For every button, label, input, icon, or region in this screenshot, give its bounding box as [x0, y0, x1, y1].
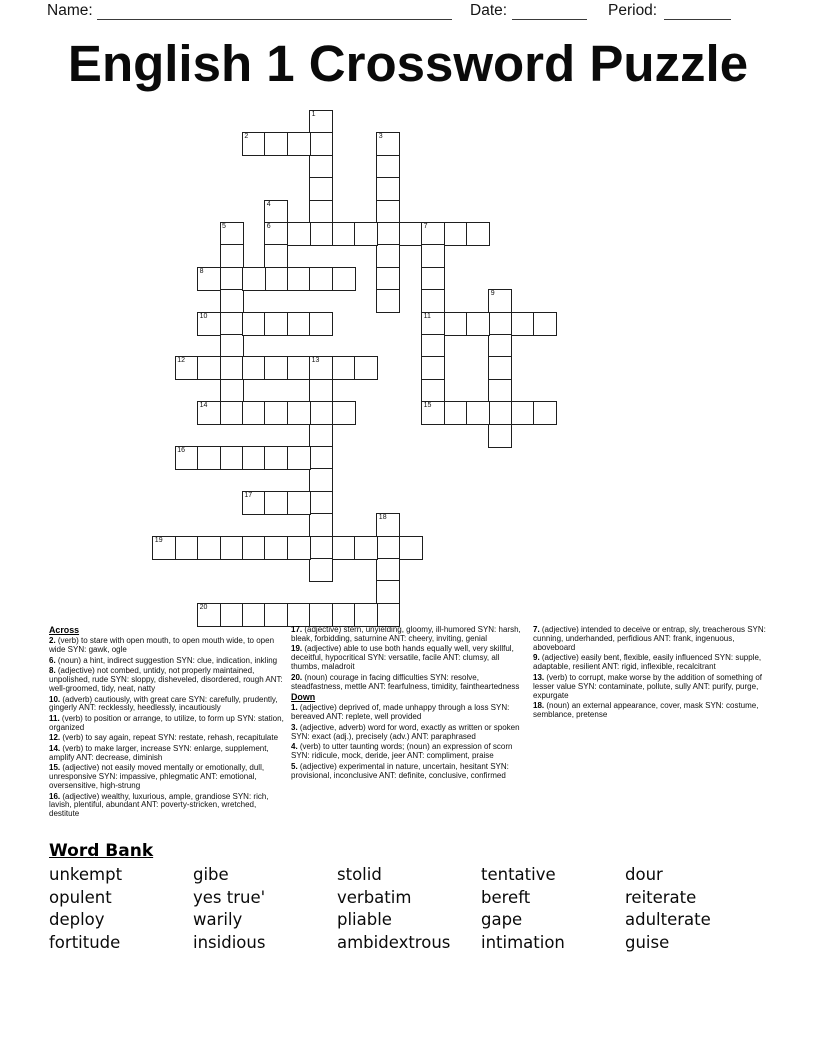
- grid-cell[interactable]: [511, 312, 535, 336]
- word-bank-word: deploy: [49, 910, 105, 930]
- cell-number: 15: [423, 402, 432, 410]
- grid-cell[interactable]: [220, 334, 244, 358]
- grid-cell[interactable]: [466, 222, 490, 246]
- grid-cell[interactable]: [197, 446, 221, 470]
- grid-cell[interactable]: [287, 267, 311, 291]
- grid-cell-13[interactable]: [309, 356, 333, 380]
- grid-cell[interactable]: [376, 289, 400, 313]
- grid-cell[interactable]: [421, 379, 445, 403]
- clue-across-12: 12. (verb) to say again, repeat SYN: restate, rehash, recapitulate: [49, 733, 279, 743]
- grid-cell[interactable]: [242, 356, 266, 380]
- grid-cell-3[interactable]: [376, 132, 400, 156]
- word-bank-word: reiterate: [625, 887, 697, 907]
- grid-cell[interactable]: [309, 536, 333, 560]
- grid-cell-17[interactable]: [242, 491, 266, 515]
- grid-cell[interactable]: [264, 536, 288, 560]
- grid-cell[interactable]: [376, 200, 400, 224]
- clue-down-18: 18. (noun) an external appearance, cover, mask SYN: costume, semblance, pretense: [533, 701, 759, 719]
- word-bank-word: tentative: [481, 865, 556, 884]
- word-bank-title: Word Bank: [49, 841, 154, 861]
- clue-across-2: 2. (verb) to stare with open mouth, to open mouth wide, to open wide SYN: gawk, ogle: [49, 636, 275, 655]
- clue-across-8: 8. (adjective) not combed, untidy, not properly maintained, unpolished, rude SYN: sloppy, disheveled, disordered, rough ANT: well-groomed, tidy, neat, natty: [49, 666, 283, 694]
- grid-cell[interactable]: [354, 356, 378, 380]
- grid-cell[interactable]: [488, 356, 512, 380]
- grid-cell-8[interactable]: [197, 267, 221, 291]
- cell-number: 2: [244, 133, 249, 141]
- grid-cell[interactable]: [309, 401, 333, 425]
- grid-cell-20[interactable]: [197, 603, 221, 627]
- grid-cell[interactable]: [242, 312, 266, 336]
- grid-cell[interactable]: [332, 222, 356, 246]
- grid-cell[interactable]: [242, 603, 266, 627]
- cell-number: 19: [154, 536, 163, 544]
- cell-number: 3: [378, 133, 383, 141]
- grid-cell-12[interactable]: [175, 356, 199, 380]
- clue-down-3: 3. (adjective, adverb) word for word, exactly as written or spoken SYN: exact (adj.), precisely (adv.) ANT: paraphrased: [291, 722, 520, 741]
- clue-column-1: [49, 626, 286, 821]
- clue-number: 17.: [291, 625, 303, 634]
- cell-number: 9: [490, 290, 495, 298]
- grid-cell[interactable]: [466, 312, 490, 336]
- cell-number: 17: [244, 491, 253, 499]
- clue-across-11: 11. (verb) to position or arrange, to utilize, to form up SYN: station, organized: [49, 713, 284, 732]
- grid-cell[interactable]: [309, 267, 333, 291]
- grid-cell[interactable]: [421, 267, 445, 291]
- grid-cell[interactable]: [220, 312, 244, 336]
- word-bank-word: opulent: [49, 887, 112, 907]
- grid-cell[interactable]: [287, 446, 311, 470]
- grid-cell[interactable]: [332, 356, 356, 380]
- grid-cell-16[interactable]: [175, 446, 199, 470]
- grid-cell[interactable]: [309, 558, 333, 582]
- down-header: Down: [291, 692, 316, 703]
- grid-cell-14[interactable]: [197, 401, 221, 425]
- clue-number: 14.: [49, 743, 61, 753]
- grid-cell[interactable]: [332, 536, 356, 560]
- grid-cell[interactable]: [220, 379, 244, 403]
- cell-number: 20: [199, 603, 208, 611]
- grid-cell[interactable]: [220, 603, 244, 627]
- grid-cell[interactable]: [332, 401, 356, 425]
- grid-cell-15[interactable]: [421, 401, 445, 425]
- grid-cell[interactable]: [444, 222, 468, 246]
- clue-down-13: 13. (verb) to corrupt, make worse by the addition of something of lesser value SYN: contaminate, pollute, sully ANT: purify, purge, expurgate: [533, 672, 763, 700]
- grid-cell[interactable]: [220, 289, 244, 313]
- clue-number: 19.: [291, 644, 303, 654]
- grid-cell[interactable]: [376, 580, 400, 604]
- grid-cell[interactable]: [376, 244, 400, 268]
- grid-cell[interactable]: [264, 603, 288, 627]
- cell-number: 7: [423, 223, 428, 230]
- word-bank-word: pliable: [337, 910, 392, 930]
- clue-down-9: 9. (adjective) easily bent, flexible, easily influenced SYN: supple, adaptable, resilient ANT: rigid, inflexible, recalcitrant: [533, 653, 762, 672]
- page-title: English 1 Crossword Puzzle: [67, 35, 749, 92]
- clue-number: 12.: [49, 733, 61, 743]
- grid-cell[interactable]: [376, 603, 400, 627]
- grid-cell-18[interactable]: [376, 513, 400, 537]
- period-label: Period:: [608, 2, 658, 19]
- grid-cell-6[interactable]: [264, 222, 288, 246]
- grid-cell[interactable]: [309, 132, 333, 156]
- grid-cell[interactable]: [376, 536, 400, 560]
- word-bank-word: gibe: [193, 865, 229, 884]
- grid-cell[interactable]: [332, 267, 356, 291]
- grid-cell[interactable]: [220, 267, 244, 291]
- grid-cell[interactable]: [242, 401, 266, 425]
- clue-number: 3.: [291, 722, 298, 732]
- grid-cell[interactable]: [287, 312, 311, 336]
- clue-number: 6.: [49, 655, 56, 665]
- grid-cell[interactable]: [488, 379, 512, 403]
- grid-cell-1[interactable]: [309, 110, 333, 134]
- word-bank-word: warily: [193, 910, 243, 930]
- cell-number: 14: [199, 402, 208, 410]
- clue-across-17: 17. (adjective) stern, unyielding, gloomy, ill-humored SYN: harsh, bleak, forbidding, saturnine ANT: cheery, inviting, genial: [291, 625, 521, 643]
- clue-down-1: 1. (adjective) deprived of, made unhappy through a loss SYN: bereaved ANT: replete, well provided: [291, 703, 510, 722]
- grid-cell[interactable]: [287, 536, 311, 560]
- grid-cell[interactable]: [309, 200, 333, 224]
- grid-cell[interactable]: [444, 401, 468, 425]
- grid-cell[interactable]: [309, 379, 333, 403]
- grid-cell[interactable]: [309, 222, 333, 246]
- clue-number: 15.: [49, 763, 61, 773]
- grid-cell[interactable]: [287, 356, 311, 380]
- cell-number: 1: [311, 111, 316, 118]
- word-bank-word: fortitude: [49, 932, 121, 952]
- word-bank-word: adulterate: [625, 910, 711, 930]
- clue-across-19: 19. (adjective) able to use both hands equally well, very skillful, deceitful, hypocritical SYN: versatile, facile ANT: clumsy, all thumbs, maladroit: [291, 644, 514, 672]
- clue-number: 11.: [49, 713, 60, 723]
- grid-cell[interactable]: [264, 446, 288, 470]
- grid-cell[interactable]: [511, 401, 535, 425]
- grid-cell[interactable]: [309, 177, 333, 201]
- grid-cell[interactable]: [533, 401, 557, 425]
- clue-number: 13.: [533, 672, 545, 682]
- grid-cell[interactable]: [309, 491, 333, 515]
- cell-number: 5: [222, 223, 226, 230]
- grid-cell[interactable]: [287, 603, 311, 627]
- word-bank-word: bereft: [481, 887, 531, 907]
- grid-cell[interactable]: [242, 446, 266, 470]
- grid-cell[interactable]: [264, 132, 288, 156]
- grid-cell[interactable]: [264, 491, 288, 515]
- grid-cell[interactable]: [376, 558, 400, 582]
- cell-number: 8: [199, 267, 204, 275]
- word-bank-word: dour: [625, 865, 663, 884]
- clue-number: 4.: [291, 742, 298, 752]
- grid-cell[interactable]: [488, 312, 512, 336]
- grid-cell[interactable]: [264, 401, 288, 425]
- cell-number: 12: [177, 357, 185, 365]
- clue-number: 2.: [49, 636, 56, 646]
- clue-number: 16.: [49, 791, 61, 801]
- clue-column-2: [291, 626, 528, 782]
- grid-cell[interactable]: [376, 155, 400, 179]
- word-bank-word: stolid: [337, 865, 382, 884]
- word-bank-word: guise: [625, 932, 670, 952]
- grid-cell[interactable]: [220, 536, 244, 560]
- grid-cell[interactable]: [421, 356, 445, 380]
- clue-across-15: 15. (adjective) not easily moved mentally or emotionally, dull, unresponsive SYN: impassive, phlegmatic ANT: emotional, oversensitive, high-strung: [49, 763, 265, 791]
- grid-cell[interactable]: [264, 267, 288, 291]
- grid-cell[interactable]: [332, 603, 356, 627]
- grid-cell[interactable]: [466, 401, 490, 425]
- word-bank-word: ambidextrous: [337, 932, 451, 952]
- grid-cell[interactable]: [220, 446, 244, 470]
- grid-cell-11[interactable]: [421, 312, 445, 336]
- cell-number: 4: [266, 200, 271, 208]
- grid-cell[interactable]: [287, 222, 311, 246]
- word-bank-word: unkempt: [49, 865, 123, 884]
- clue-column-3: [533, 626, 770, 721]
- name-label: Name:: [47, 2, 93, 19]
- grid-cell[interactable]: [220, 356, 244, 380]
- grid-cell[interactable]: [421, 334, 445, 358]
- cell-number: 18: [378, 514, 387, 522]
- grid-cell[interactable]: [488, 334, 512, 358]
- grid-cell[interactable]: [220, 401, 244, 425]
- grid-cell[interactable]: [197, 356, 221, 380]
- grid-cell[interactable]: [309, 424, 333, 448]
- grid-cell[interactable]: [354, 603, 378, 627]
- grid-cell[interactable]: [376, 177, 400, 201]
- clue-across-16: 16. (adjective) wealthy, luxurious, ample, grandiose SYN: rich, lavish, plentiful, abundant ANT: poverty-stricken, wretched, destitute: [49, 791, 269, 819]
- clue-number: 20.: [291, 672, 303, 682]
- grid-cell[interactable]: [399, 222, 423, 246]
- grid-cell[interactable]: [376, 267, 400, 291]
- grid-cell[interactable]: [309, 446, 333, 470]
- grid-cell-5[interactable]: [220, 222, 244, 246]
- grid-cell[interactable]: [197, 536, 221, 560]
- clue-across-6: 6. (noun) a hint, indirect suggestion SYN: clue, indication, inkling: [49, 655, 278, 665]
- grid-cell[interactable]: [421, 289, 445, 313]
- grid-cell[interactable]: [309, 155, 333, 179]
- word-bank-list: [49, 865, 769, 955]
- clue-number: 7.: [533, 625, 540, 634]
- grid-cell-9[interactable]: [488, 289, 512, 313]
- cell-number: 16: [177, 447, 185, 454]
- grid-cell[interactable]: [309, 513, 333, 537]
- grid-cell[interactable]: [264, 244, 288, 268]
- clue-down-5: 5. (adjective) experimental in nature, uncertain, hesitant SYN: provisional, inconclusive ANT: definite, conclusive, confirmed: [291, 761, 509, 780]
- grid-cell[interactable]: [309, 312, 333, 336]
- grid-cell-7[interactable]: [421, 222, 445, 246]
- clue-number: 5.: [291, 761, 298, 771]
- grid-cell[interactable]: [309, 468, 333, 492]
- word-bank-word: yes true': [193, 887, 266, 907]
- grid-cell[interactable]: [354, 222, 378, 246]
- across-header: Across: [49, 625, 80, 635]
- grid-cell-4[interactable]: [264, 200, 288, 224]
- grid-cell[interactable]: [421, 244, 445, 268]
- grid-cell[interactable]: [242, 267, 266, 291]
- grid-cell[interactable]: [264, 312, 288, 336]
- cell-number: 11: [423, 312, 431, 320]
- grid-cell[interactable]: [354, 536, 378, 560]
- grid-cell[interactable]: [287, 491, 311, 515]
- grid-cell[interactable]: [309, 603, 333, 627]
- grid-cell-19[interactable]: [152, 536, 176, 560]
- clue-down-7: 7. (adjective) intended to deceive or entrap, sly, treacherous SYN: cunning, underhanded, perfidious ANT: frank, ingenuous, aboveboard: [533, 625, 766, 652]
- grid-cell-10[interactable]: [197, 312, 221, 336]
- clue-down-4: 4. (verb) to utter taunting words; (noun) an expression of scorn SYN: ridicule, mock, deride, jeer ANT: compliment, praise: [291, 742, 513, 761]
- grid-cell[interactable]: [287, 401, 311, 425]
- cell-number: 10: [199, 312, 208, 320]
- cell-number: 13: [311, 357, 320, 365]
- clue-across-20: 20. (noun) courage in facing difficulties SYN: resolve, steadfastness, mettle ANT: fearfulness, timidity, faintheartedness: [291, 672, 520, 691]
- cell-number: 6: [266, 223, 271, 230]
- date-label: Date:: [470, 2, 508, 19]
- clue-number: 18.: [533, 701, 545, 711]
- grid-cell[interactable]: [264, 356, 288, 380]
- word-bank-word: gape: [481, 910, 523, 930]
- grid-cell[interactable]: [488, 401, 512, 425]
- grid-cell[interactable]: [175, 536, 199, 560]
- grid-cell-2[interactable]: [242, 132, 266, 156]
- clue-number: 1.: [291, 703, 298, 713]
- grid-cell[interactable]: [533, 312, 557, 336]
- grid-cell[interactable]: [444, 312, 468, 336]
- grid-cell[interactable]: [376, 222, 400, 246]
- word-bank-word: insidious: [193, 932, 266, 952]
- clue-across-14: 14. (verb) to make larger, increase SYN: enlarge, supplement, amplify ANT: decrease, diminish: [49, 743, 269, 762]
- grid-cell[interactable]: [488, 424, 512, 448]
- clue-number: 8.: [49, 666, 56, 676]
- word-bank-word: verbatim: [337, 887, 412, 907]
- clue-number: 10.: [49, 694, 61, 704]
- grid-cell[interactable]: [399, 536, 423, 560]
- grid-cell[interactable]: [220, 244, 244, 268]
- grid-cell[interactable]: [242, 536, 266, 560]
- word-bank-word: intimation: [481, 932, 565, 952]
- clue-across-10: 10. (adverb) cautiously, with great care SYN: carefully, prudently, gingerly ANT: recklessly, heedlessly, incautiously: [49, 694, 278, 713]
- grid-cell[interactable]: [287, 132, 311, 156]
- clue-number: 9.: [533, 653, 540, 663]
